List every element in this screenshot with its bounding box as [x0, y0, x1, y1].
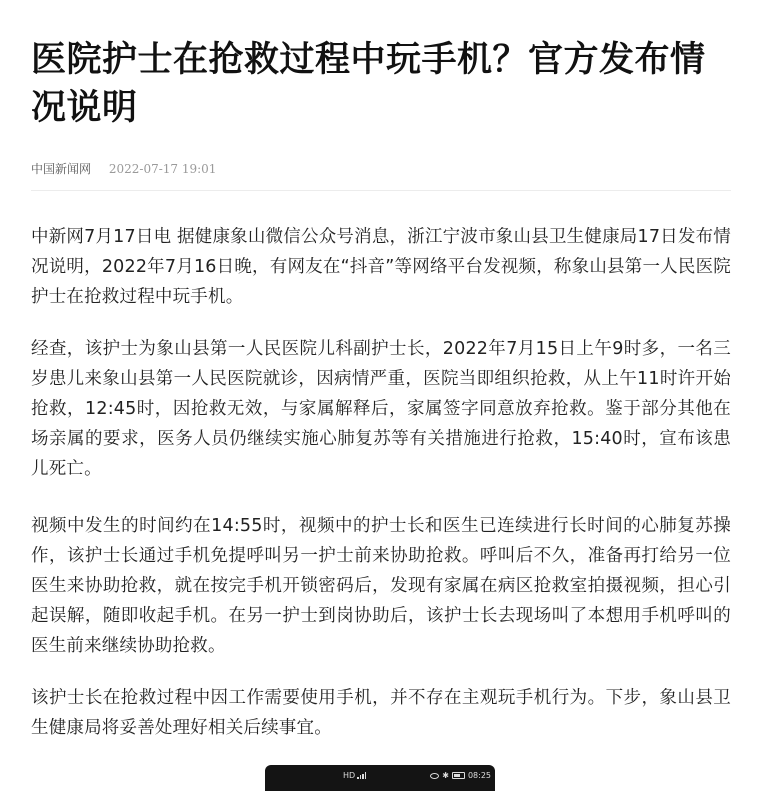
signal-icon: [357, 772, 366, 779]
status-time: 08:25: [467, 771, 491, 780]
status-left: [343, 771, 366, 780]
article-title: 医院护士在抢救过程中玩手机？官方发布情况说明: [31, 40, 706, 128]
eye-icon: [430, 773, 439, 779]
battery-icon: [452, 772, 465, 779]
status-right: [430, 771, 491, 780]
article-meta: [31, 160, 731, 191]
article-source[interactable]: 中国新闻网: [31, 162, 92, 176]
paragraph-1: 中新网7月17日电 据健康象山微信公众号消息，浙江宁波市象山县卫生健康局17日发布情况说明，2022年7月16日晚，有网友在“抖音”等网络平台发视频，称象山县第一人民医院护士在抢救过程中玩手机。: [31, 227, 731, 307]
article-time: 2022-07-17 19:01: [108, 162, 217, 176]
phone-status-bar: [265, 765, 495, 791]
network-label: HD: [343, 771, 356, 780]
paragraph-3: 视频中发生的时间约在14:55时，视频中的护士长和医生已连续进行长时间的心肺复苏操作，该护士长通过手机免提呼叫另一护士前来协助抢救。呼叫后不久，准备再打给另一位医生来协助抢救，就在按完手机开锁密码后，发现有家属在病区抢救室拍摄视频，担心引起误解，随即收起手机。在另一护士到岗协助后，该护士长去现场叫了本想用手机呼叫的医生前来继续协助抢救。: [31, 516, 731, 656]
paragraph-2: 经查，该护士为象山县第一人民医院儿科副护士长，2022年7月15日上午9时多，一名三岁患儿来象山县第一人民医院就诊，因病情严重，医院当即组织抢救，从上午11时许开始抢救，12:45时，因抢救无效，与家属解释后，家属签字同意放弃抢救。鉴于部分其他在场亲属的要求，医务人员仍继续实施心肺复苏等有关措施进行抢救，15:40时，宣布该患儿死亡。: [31, 339, 731, 479]
paragraph-4: 该护士长在抢救过程中因工作需要使用手机，并不存在主观玩手机行为。下步，象山县卫生健康局将妥善处理好相关后续事宜。: [31, 688, 731, 738]
bluetooth-icon: ✱: [442, 771, 449, 780]
